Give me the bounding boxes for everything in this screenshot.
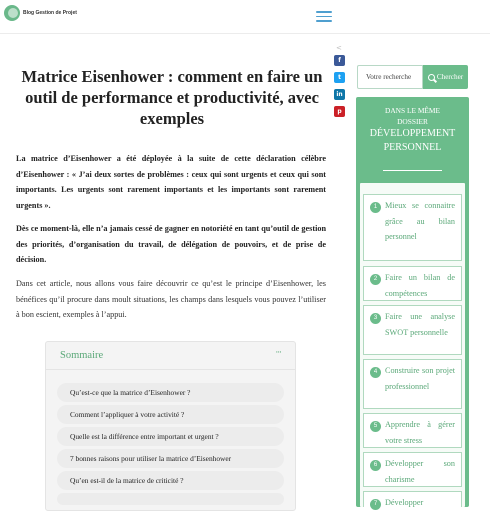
widget-list-item[interactable] bbox=[363, 359, 462, 409]
toc-item-partial[interactable] bbox=[57, 493, 284, 505]
item-number-badge: 4 bbox=[370, 367, 381, 378]
search-icon bbox=[428, 74, 435, 81]
item-number-badge: 5 bbox=[370, 421, 381, 432]
twitter-icon: t bbox=[338, 74, 341, 81]
facebook-share-button[interactable] bbox=[334, 55, 345, 66]
widget-heading bbox=[356, 105, 469, 155]
facebook-icon: f bbox=[338, 57, 341, 64]
toc-item[interactable]: Qu’en est-il de la matrice de criticité ? bbox=[57, 471, 284, 490]
article-paragraph: Dans cet article, nous allons vous faire découvrir ce qu’est le principe d’Eisenhower, les bénéfices qu’il procure dans moult situations, les champs dans lesquels vous pouvez l’utiliser à bon escient, exemples à l’appui. bbox=[16, 279, 326, 319]
widget-list-item[interactable] bbox=[363, 452, 462, 487]
table-of-contents bbox=[45, 341, 296, 511]
item-number-badge: 7 bbox=[370, 499, 381, 510]
pinterest-share-button[interactable] bbox=[334, 106, 345, 117]
toc-item[interactable]: Qu’est-ce que la matrice d’Eisenhower ? bbox=[57, 383, 284, 402]
widget-list-item[interactable] bbox=[363, 413, 462, 448]
widget-heading-category: DÉVELOPPEMENT bbox=[369, 128, 456, 139]
widget-list-item[interactable] bbox=[363, 491, 462, 507]
toc-item[interactable]: 7 bonnes raisons pour utiliser la matrice d’Eisenhower bbox=[57, 449, 284, 468]
search-input[interactable] bbox=[357, 65, 423, 89]
item-number-badge: 6 bbox=[370, 460, 381, 471]
widget-item-link[interactable]: Mieux se connaitre grâce au bilan personnel bbox=[385, 201, 455, 241]
widget-list-item[interactable] bbox=[363, 266, 462, 301]
article-paragraph: La matrice d’Eisenhower a été déployée à la suite de cette déclaration célèbre d’Eisenhower : « J’ai deux sortes de problèmes : ceux qui sont urgents et ceux qui sont importants. Les urgents sont rarement importants et les importants sont rarement urgents ». bbox=[16, 154, 326, 210]
widget-list-item[interactable] bbox=[363, 305, 462, 355]
item-number-badge: 1 bbox=[370, 202, 381, 213]
toc-item[interactable]: Quelle est la différence entre important et urgent ? bbox=[57, 427, 284, 446]
widget-list bbox=[360, 183, 465, 507]
search-button-label: Chercher bbox=[436, 73, 464, 81]
pinterest-icon: p bbox=[337, 108, 342, 115]
widget-item-link[interactable]: Apprendre à gérer votre stress bbox=[385, 420, 455, 445]
article-paragraph: Dès ce moment-là, elle n’a jamais cessé de gagner en notoriété en tant qu’outil de gestion des priorités, d’organisation du travail, de délégation de pouvoirs, et de prise de décision. bbox=[16, 224, 326, 264]
toc-toggle-icon[interactable]: ··· bbox=[275, 348, 281, 358]
widget-item-link[interactable]: Développer bbox=[385, 498, 424, 507]
share-icon: < bbox=[336, 44, 342, 52]
logo-text: Blog Gestion de Projet bbox=[23, 10, 77, 16]
widget-divider bbox=[383, 170, 442, 171]
widget-heading-line: DANS LE MÊME bbox=[384, 106, 441, 115]
widget-heading-category: PERSONNEL bbox=[383, 142, 442, 153]
widget-list-item[interactable] bbox=[363, 194, 462, 261]
search-button[interactable] bbox=[423, 65, 468, 89]
twitter-share-button[interactable] bbox=[334, 72, 345, 83]
toc-divider bbox=[46, 369, 295, 370]
toc-item[interactable]: Comment l’appliquer à votre activité ? bbox=[57, 405, 284, 424]
widget-item-link[interactable]: Faire une analyse SWOT personnelle bbox=[385, 312, 455, 337]
related-articles-widget bbox=[356, 97, 469, 507]
widget-heading-line: DOSSIER bbox=[397, 117, 428, 126]
item-number-badge: 3 bbox=[370, 313, 381, 324]
logo-icon bbox=[4, 5, 20, 21]
linkedin-share-button[interactable] bbox=[334, 89, 345, 100]
site-logo[interactable] bbox=[4, 4, 77, 22]
article-title: Matrice Eisenhower : comment en faire un outil de performance et productivité, avec exemples bbox=[21, 67, 323, 128]
linkedin-icon: in bbox=[336, 91, 343, 98]
widget-item-link[interactable]: Construire son projet professionnel bbox=[385, 366, 455, 391]
item-number-badge: 2 bbox=[370, 274, 381, 285]
site-header bbox=[0, 0, 490, 34]
hamburger-menu-icon[interactable] bbox=[316, 11, 332, 22]
widget-item-link[interactable]: Faire un bilan de compétences bbox=[385, 273, 455, 298]
widget-item-link[interactable]: Développer son charisme bbox=[385, 459, 455, 484]
toc-title: Sommaire bbox=[60, 350, 104, 361]
